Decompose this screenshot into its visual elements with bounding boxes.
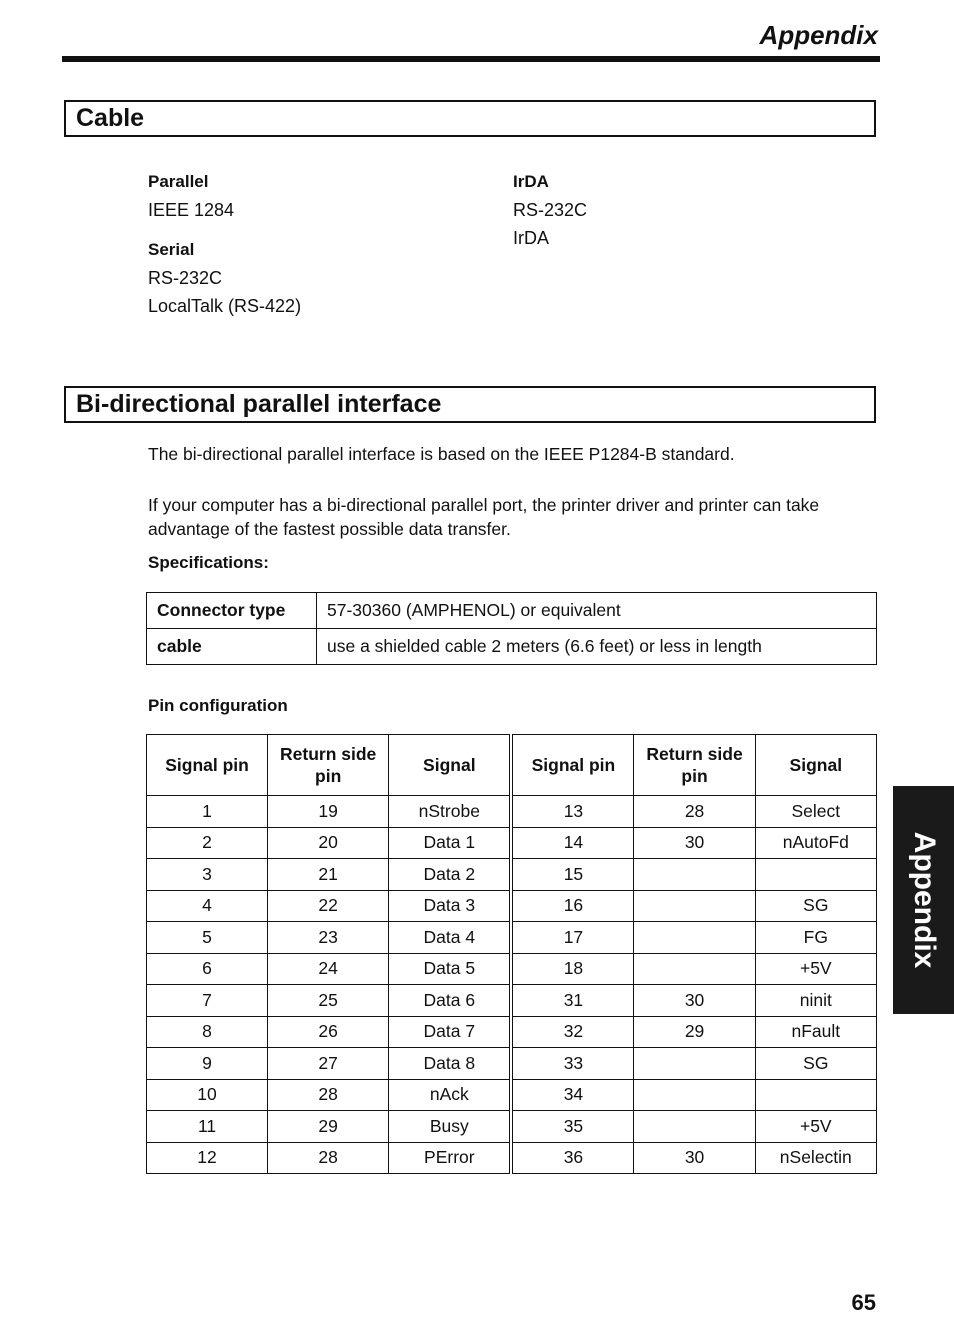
page-number: 65 <box>851 1290 876 1315</box>
table-cell: Data 3 <box>389 890 512 922</box>
table-cell: 10 <box>147 1079 268 1111</box>
table-cell: nSelectin <box>755 1142 876 1174</box>
table-cell: 32 <box>511 1016 634 1048</box>
table-cell: 29 <box>268 1111 389 1143</box>
table-cell: 26 <box>268 1016 389 1048</box>
table-cell: 28 <box>268 1079 389 1111</box>
table-cell: Busy <box>389 1111 512 1143</box>
table-cell: 2 <box>147 827 268 859</box>
table-cell: 4 <box>147 890 268 922</box>
table-cell: 17 <box>511 922 634 954</box>
table-header-row <box>147 735 877 796</box>
cable-item-line: RS-232C <box>513 200 588 220</box>
table-cell: nAutoFd <box>755 827 876 859</box>
cable-item-serial <box>148 236 301 320</box>
table-cell: 28 <box>268 1142 389 1174</box>
table-row <box>147 796 877 828</box>
table-cell <box>634 1048 755 1080</box>
table-cell: SG <box>755 1048 876 1080</box>
table-cell: 33 <box>511 1048 634 1080</box>
table-cell <box>634 1079 755 1111</box>
table-row <box>147 890 877 922</box>
table-cell: +5V <box>755 953 876 985</box>
table-cell: SG <box>755 890 876 922</box>
section-heading-bidirectional: Bi-directional parallel interface <box>64 386 876 423</box>
cable-left-column <box>148 168 301 320</box>
table-cell: 6 <box>147 953 268 985</box>
table-cell: Data 4 <box>389 922 512 954</box>
advantage-paragraph: If your computer has a bi-directional parallel port, the printer driver and printer can take advantage of the fastest possible data transfer. <box>148 495 820 539</box>
column-header: Return side pin <box>268 735 389 796</box>
table-cell: FG <box>755 922 876 954</box>
spec-value: use a shielded cable 2 meters (6.6 feet) or less in length <box>317 629 877 665</box>
table-cell: 8 <box>147 1016 268 1048</box>
table-cell: 34 <box>511 1079 634 1111</box>
table-cell: Data 8 <box>389 1048 512 1080</box>
table-cell: 21 <box>268 859 389 891</box>
specifications-table <box>146 592 877 665</box>
column-header: Signal <box>389 735 512 796</box>
intro-paragraph: The bi-directional parallel interface is based on the IEEE P1284-B standard. <box>148 444 735 464</box>
table-row <box>147 953 877 985</box>
table-cell: 28 <box>634 796 755 828</box>
column-header: Signal pin <box>147 735 268 796</box>
table-cell: 30 <box>634 985 755 1017</box>
table-cell: nAck <box>389 1079 512 1111</box>
table-cell: Data 5 <box>389 953 512 985</box>
table-cell <box>634 1111 755 1143</box>
table-cell: 12 <box>147 1142 268 1174</box>
table-cell: 5 <box>147 922 268 954</box>
table-cell: 1 <box>147 796 268 828</box>
cable-item-label: IrDA <box>513 172 549 191</box>
spec-value: 57-30360 (AMPHENOL) or equivalent <box>317 593 877 629</box>
column-header: Signal pin <box>511 735 634 796</box>
table-row <box>147 1048 877 1080</box>
table-cell: Data 2 <box>389 859 512 891</box>
table-cell: 20 <box>268 827 389 859</box>
table-cell: 22 <box>268 890 389 922</box>
section-heading-cable: Cable <box>64 100 876 137</box>
table-row <box>147 827 877 859</box>
table-row <box>147 1111 877 1143</box>
cable-right-column <box>513 168 587 252</box>
pin-configuration-table <box>146 734 877 1174</box>
table-cell: nFault <box>755 1016 876 1048</box>
table-row <box>147 859 877 891</box>
table-row <box>147 629 877 665</box>
table-cell: Select <box>755 796 876 828</box>
table-row <box>147 985 877 1017</box>
cable-item-line: RS-232C <box>148 268 223 288</box>
spec-key: Connector type <box>147 593 317 629</box>
spec-key: cable <box>147 629 317 665</box>
table-cell <box>755 1079 876 1111</box>
table-cell <box>634 890 755 922</box>
running-header: Appendix <box>759 20 878 50</box>
table-cell: Data 1 <box>389 827 512 859</box>
table-cell: 11 <box>147 1111 268 1143</box>
table-cell: 25 <box>268 985 389 1017</box>
table-row <box>147 922 877 954</box>
cable-item-line: LocalTalk (RS-422) <box>148 296 302 316</box>
table-cell: 24 <box>268 953 389 985</box>
table-row <box>147 1142 877 1174</box>
cable-item-label: Serial <box>148 240 195 259</box>
table-cell: 19 <box>268 796 389 828</box>
table-cell: nStrobe <box>389 796 512 828</box>
cable-item-label: Parallel <box>148 172 209 191</box>
appendix-side-tab <box>893 786 954 1014</box>
table-cell: Data 6 <box>389 985 512 1017</box>
table-cell: 29 <box>634 1016 755 1048</box>
table-cell: +5V <box>755 1111 876 1143</box>
table-cell: 14 <box>511 827 634 859</box>
table-cell: 30 <box>634 827 755 859</box>
cable-item-line: IrDA <box>513 228 549 248</box>
header-rule <box>62 56 880 62</box>
column-header: Signal <box>755 735 876 796</box>
table-cell: 15 <box>511 859 634 891</box>
table-cell: 31 <box>511 985 634 1017</box>
cable-item-irda <box>513 168 587 252</box>
table-cell: 35 <box>511 1111 634 1143</box>
table-cell: ninit <box>755 985 876 1017</box>
table-cell: 3 <box>147 859 268 891</box>
table-cell <box>634 953 755 985</box>
table-cell: 18 <box>511 953 634 985</box>
table-cell: 27 <box>268 1048 389 1080</box>
column-header: Return side pin <box>634 735 755 796</box>
table-cell: 23 <box>268 922 389 954</box>
table-cell <box>634 922 755 954</box>
table-row <box>147 1016 877 1048</box>
table-cell: 13 <box>511 796 634 828</box>
table-cell <box>634 859 755 891</box>
table-cell <box>755 859 876 891</box>
specifications-label: Specifications: <box>148 553 269 572</box>
table-row <box>147 1079 877 1111</box>
table-cell: 9 <box>147 1048 268 1080</box>
table-cell: 16 <box>511 890 634 922</box>
pin-configuration-label: Pin configuration <box>148 696 288 715</box>
table-cell: PError <box>389 1142 512 1174</box>
table-cell: 36 <box>511 1142 634 1174</box>
side-tab-label: Appendix <box>907 831 941 969</box>
table-cell: Data 7 <box>389 1016 512 1048</box>
cable-item-line: IEEE 1284 <box>148 200 235 220</box>
table-row <box>147 593 877 629</box>
table-cell: 7 <box>147 985 268 1017</box>
cable-item-parallel <box>148 168 301 224</box>
table-cell: 30 <box>634 1142 755 1174</box>
